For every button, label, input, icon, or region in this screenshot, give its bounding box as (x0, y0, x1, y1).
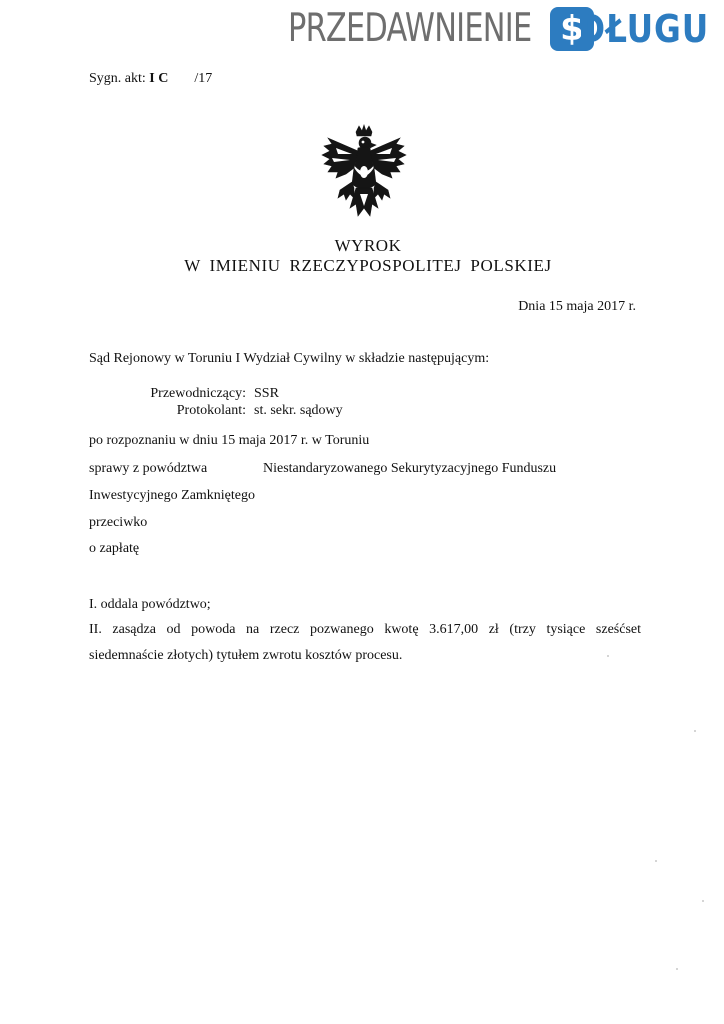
polish-eagle-emblem-icon (318, 124, 410, 228)
watermark-text-grey: PRZEDAWNIENIE (288, 5, 532, 51)
case-signature-label: Sygn. akt: (89, 71, 146, 86)
case-subject: o zapłatę (89, 541, 140, 556)
ruling-item-1: I. oddala powództwo; (89, 597, 211, 612)
clerk-value: st. sekr. sądowy (254, 403, 343, 418)
scan-speck (607, 655, 609, 657)
judgment-date: Dnia 15 maja 2017 r. (518, 299, 636, 314)
case-signature-division: I C (149, 71, 169, 86)
ruling-item-2-cont: siedemnaście złotych) tytułem zwrotu kosztów procesu. (89, 648, 403, 663)
court-composition-intro: Sąd Rejonowy w Toruniu I Wydział Cywilny w składzie następującym: (89, 351, 490, 366)
case-signature-year: /17 (194, 71, 213, 86)
case-plaintiff-name: Niestandaryzowanego Sekurytyzacyjnego Funduszu (263, 461, 557, 476)
scan-speck (694, 730, 696, 732)
scan-speck (676, 968, 678, 970)
case-against-label: przeciwko (89, 515, 148, 530)
case-hearing-line: po rozpoznaniu w dniu 15 maja 2017 r. w Toruniu (89, 433, 370, 448)
case-plaintiff-name-cont: Inwestycyjnego Zamkniętego (89, 488, 256, 503)
scan-speck (702, 900, 704, 902)
chair-value: SSR (254, 386, 279, 401)
watermark-logo (288, 4, 710, 52)
chair-label: Przewodniczący: (150, 386, 246, 401)
watermark-text-blue: DŁUGU (578, 7, 710, 51)
case-signature (89, 71, 212, 87)
case-claim-label: sprawy z powództwa (89, 461, 208, 476)
judgment-subtitle: W IMIENIU RZECZYPOSPOLITEJ POLSKIEJ (184, 256, 552, 275)
ruling-item-2: II. zasądza od powoda na rzecz pozwanego kwotę 3.617,00 zł (trzy tysiące sześćset (89, 622, 641, 637)
watermark-badge-icon: $ (550, 7, 594, 51)
clerk-label: Protokolant: (176, 403, 246, 418)
judgment-title: WYROK (334, 236, 402, 255)
scan-speck (655, 860, 657, 862)
